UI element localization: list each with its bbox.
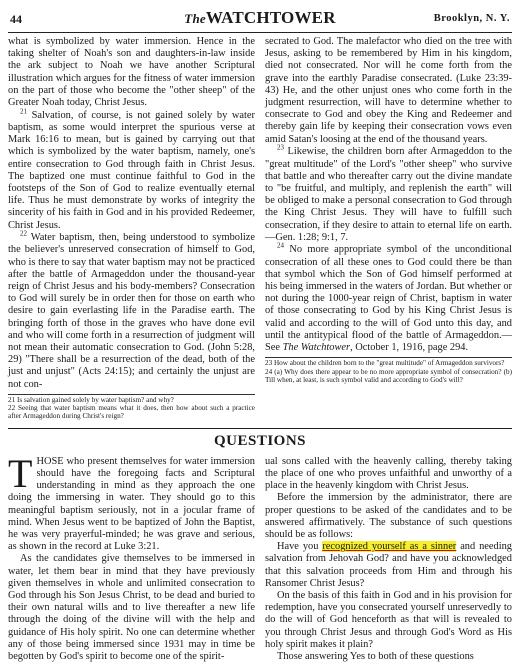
paragraph-number: 22 xyxy=(20,229,27,238)
paragraph-text: HOSE who present themselves for water immersion should have the foregoing facts and Scriptural understanding in mind as they approach the one doing the immersing in water. They should go to this meaningful baptism seriously, not in a jocular frame of mind. When Jesus went to be baptized of John the Baptist, he was very prayerful-minded; he was grave and serious, as shown in the record at Luke 3:21. xyxy=(8,455,255,553)
paragraph-24 xyxy=(265,241,512,354)
footnote-22: 22 Seeing that water baptism means what it does, then how about such a practice after Armageddon during Christ's reign? xyxy=(8,404,255,421)
paragraph-number: 23 xyxy=(277,143,284,152)
footnote-24: 24 (a) Why does there appear to be no more appropriate symbol of consecration? (b) Till when, at least, is such symbol valid and according to God's will? xyxy=(265,367,512,384)
article-columns xyxy=(8,36,512,421)
question-text: Have you xyxy=(277,541,323,553)
paragraph-text: Salvation, of course, is not gained solely by water baptism, as some would interpret the spurious verse at Mark 16:16 to mean, but is gained by carrying out that which is symbolized by the water baptism, namely, one's entire consecration to God through faith in Christ Jesus. The baptized one must continue faithful to God in the footsteps of the Son of God to realize eventually eternal life. Thus he must demonstrate by works of integrity the sincerity of his faith in God and in his provided Redeemer, Christ Jesus. xyxy=(8,109,255,231)
paragraph-text-end: , October 1, 1916, page 294. xyxy=(350,342,469,354)
opening-paragraph xyxy=(8,450,255,554)
question-1 xyxy=(265,541,512,590)
masthead-the: The xyxy=(184,11,206,26)
highlighted-phrase: recognized yourself as a sinner xyxy=(322,541,457,553)
footnote-21: 21 Is salvation gained solely by water baptism? and why? xyxy=(8,395,174,404)
paragraph-text: No more appropriate symbol of the unconditional consecration of all these ones to God could there be than that symbol which the Son of God himself performed at his being immersed in the waters of Jordan. But whether or not during the 1000-year reign of Christ, baptism in water of those consecrating to God by his King Christ Jesus is valid and according to the will of God unto this day, and until the antitypical flood of the battle of Armageddon.—See xyxy=(265,244,512,354)
section-heading: QUESTIONS xyxy=(213,432,307,449)
question-2: On the basis of this faith in God and in his provision for redemption, have you consecrated yourself unreservedly to do the will of God henceforth as that will is revealed to you through Christ Jesus and through God's Word as His holy spirit makes it plain? xyxy=(265,590,512,650)
page-number: 44 xyxy=(10,12,22,26)
drop-cap: T xyxy=(8,450,33,496)
paragraph: Before the immersion by the administrator, there are proper questions to be asked of the candidates and to be answered affirmatively. The substance of such questions should be as follows: xyxy=(265,492,512,540)
questions-right-column xyxy=(265,456,512,663)
paragraph: secrated to God. The malefactor who died on the tree with Jesus, asking to be remembered by Him in his kingdom, died not consecrated. Nor will he come forth from the grave into the earthly Paradise consecrated. (Luke 23:39-43) He, and the other unjust ones who come forth in the judgment resurrection, will have to determine whether to consecrate to God and obey the King and Redeemer and thereby gain life by keeping their consecration vows even amid Satan's loosing at the end of the thousand years. xyxy=(265,36,512,145)
questions-columns xyxy=(8,450,512,663)
publication-title: The Watchtower xyxy=(282,342,351,354)
paragraph: what is symbolized by water immersion. Hence in the taking shelter of Noah's son and daughters-in-law inside the ark subject to Noah we have another Scriptural illustration which argues for the fitness of water immersion on the part of those who become the "other sheep" of the Greater Noah today, Christ Jesus. xyxy=(8,36,255,109)
paragraph-number: 24 xyxy=(277,241,284,250)
paragraph-22 xyxy=(8,229,255,391)
question-text-end: and needing salvation from Jehovah God? and have you acknowledged that this salvation proceeds from Him and through his Ransomer Christ Jesus? xyxy=(265,541,512,589)
paragraph: ual sons called with the heavenly calling, thereby taking the place of one who proves unfaithful and unworthy of a place in the heavenly kingdom with Christ Jesus. xyxy=(265,455,512,492)
paragraph-23 xyxy=(265,143,512,244)
questions-left-column xyxy=(8,450,255,663)
paragraph: Those answering Yes to both of these questions xyxy=(277,651,474,663)
footnote-23: 23 How about the children born to the "great multitude" of Armageddon survivors? xyxy=(265,359,505,368)
paragraph: As the candidates give themselves to be immersed in water, let them bear in mind that they have previously given themselves in whole and unlimited consecration to God through his Son Jesus Christ, to be dead and buried to their own natural wills and to live thereafter a new life through the doing of the divine will with the help and guidance of His holy spirit. No one can determine whether any of those being immersed since 1931 may in time be begotten by God's spirit to become one of the spirit- xyxy=(8,553,255,663)
left-column xyxy=(8,36,255,421)
paragraph-text: Likewise, the children born after Armageddon to the "great multitude" of the Lord's "other sheep" who survive that battle and who thereafter carry out the divine mandate to "be fruitful, and multiply, and replenish the earth" will be obliged to make a personal consecration to God through the King Christ Jesus. They will have to fulfill such consecration, if they desire to attain to eternal life on earth.—Gen. 1:28; 9:1, 7. xyxy=(265,146,512,243)
study-questions-footnote xyxy=(265,357,512,384)
paragraph-text: Water baptism, then, being understood to symbolize the believer's unreserved consecration of himself to God, who is there to say that water baptism may not be practiced after the battle of Armageddon under the thousand-year reign of Christ Jesus and his body-members? Consecration to God will surely be in order then for those on earth who desire to gain everlasting life in the Paradise earth. The bringing forth of those in the graves who have done evil and who will come forth in a resurrection of judgment will not mean their automatic consecration to God. (John 5:28, 29) "There shall be a resurrection of the dead, both of the just and unjust" (Acts 24:15); and certainly the unjust are not con- xyxy=(8,232,255,390)
study-questions-footnote xyxy=(8,394,255,421)
masthead-name: WATCHTOWER xyxy=(205,8,336,27)
questions-section-header xyxy=(8,428,512,450)
paragraph-21 xyxy=(8,107,255,232)
paragraph-number: 21 xyxy=(20,107,27,116)
right-column xyxy=(265,36,512,421)
page-header xyxy=(8,6,512,33)
publication-place: Brooklyn, N. Y. xyxy=(433,13,510,24)
